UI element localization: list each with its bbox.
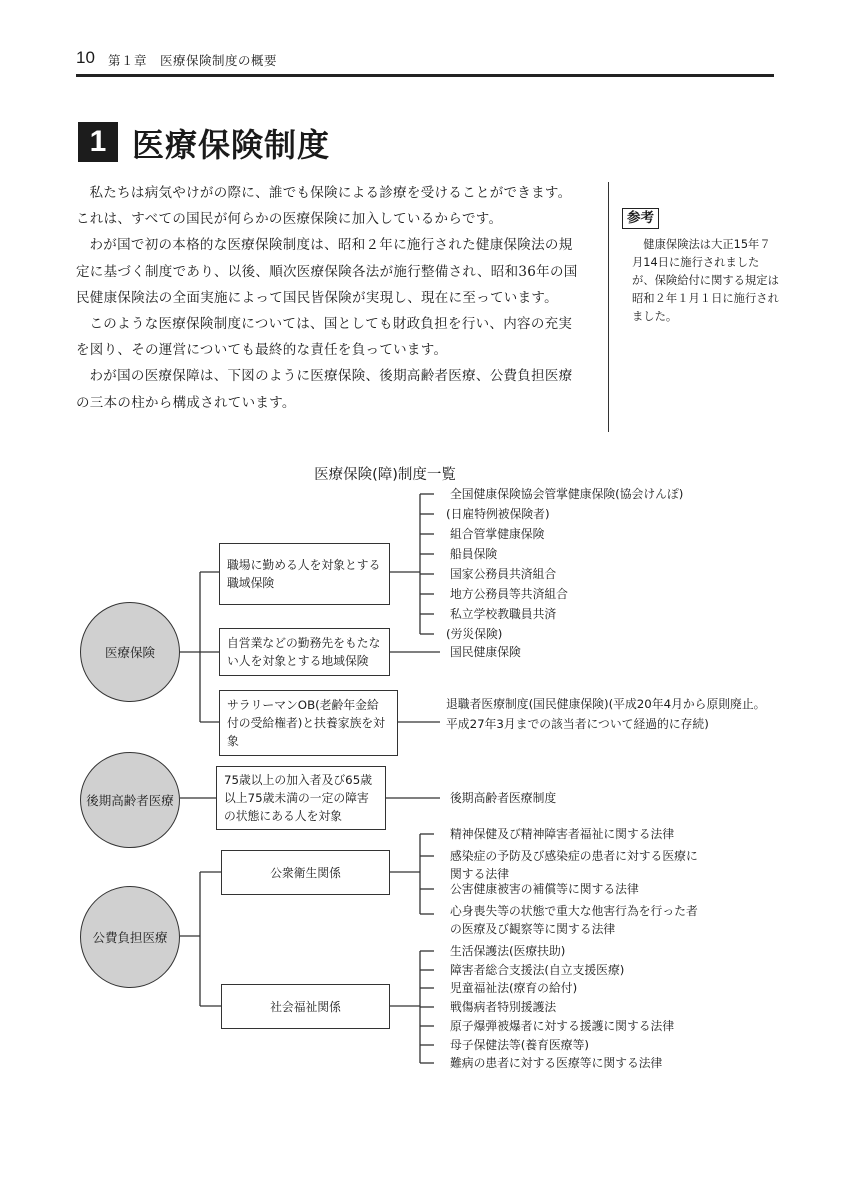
- leaf-item: 地方公務員等共済組合: [450, 587, 568, 601]
- box-regional-insurance: 自営業などの勤務先をもたない人を対象とする地域保険: [219, 628, 390, 676]
- leaf-item: 心身喪失等の状態で重大な他害行為を行った者の医療及び観察等に関する法律: [450, 904, 698, 936]
- leaf-item: 退職者医療制度(国民健康保険)(平成20年4月から原則廃止。平成27年3月までの該当者について経過的に存続): [446, 697, 766, 731]
- leaf-item: (日雇特例被保険者): [446, 507, 550, 521]
- leaf-item: 母子保健法等(養育医療等): [450, 1038, 589, 1052]
- box-social-welfare: 社会福祉関係: [221, 984, 390, 1029]
- section-number-badge: 1: [78, 122, 118, 162]
- leaf-item: (労災保険): [446, 627, 503, 641]
- paragraph-1: 私たちは病気やけがの際に、誰でも保険による診療を受けることができます。これは、すべての国民が何らかの医療保険に加入しているからです。: [76, 185, 572, 228]
- box-salaryman-ob: サラリーマンOB(老齢年金給付の受給権者)と扶養家族を対象: [219, 690, 398, 756]
- leaf-item: 戦傷病者特別援護法: [450, 1000, 557, 1014]
- leaf-item: 児童福祉法(療育の給付): [450, 981, 578, 995]
- page-number: 10: [76, 48, 95, 67]
- leaf-item: 後期高齢者医療制度: [450, 791, 557, 805]
- section-title: 医療保険制度: [132, 126, 331, 164]
- box-public-health: 公衆衛生関係: [221, 850, 390, 895]
- leaf-item: 原子爆弾被爆者に対する援護に関する法律: [450, 1019, 675, 1033]
- leaf-item: 障害者総合支援法(自立支援医療): [450, 963, 625, 977]
- diagram-title: 医療保険(障)制度一覧: [314, 467, 456, 483]
- leaf-item: 組合管掌健康保険: [450, 527, 545, 541]
- paragraph-4: わが国の医療保障は、下図のように医療保険、後期高齢者医療、公費負担医療の三本の柱から構成されています。: [76, 368, 573, 411]
- leaf-item: 難病の患者に対する医療等に関する法律: [450, 1056, 663, 1070]
- paragraph-3: このような医療保険制度については、国としても財政負担を行い、内容の充実を図り、その運営についても最終的な責任を負っています。: [76, 316, 573, 359]
- leaf-item: 公害健康被害の補償等に関する法律: [450, 882, 639, 896]
- leaf-item: 国民健康保険: [450, 645, 521, 659]
- leaf-item: 全国健康保険協会管掌健康保険(協会けんぽ): [450, 487, 684, 501]
- leaf-item: 船員保険: [450, 547, 498, 561]
- leaf-item: 精神保健及び精神障害者福祉に関する法律: [450, 827, 675, 841]
- chapter-title: 第１章 医療保険制度の概要: [108, 53, 278, 68]
- pillar-medical-insurance: 医療保険: [80, 602, 180, 702]
- leaf-item: 感染症の予防及び感染症の患者に対する医療に関する法律: [450, 849, 698, 881]
- leaf-item: 私立学校教職員共済: [450, 607, 557, 621]
- leaf-item: 国家公務員共済組合: [450, 567, 557, 581]
- box-occupational-insurance: 職場に勤める人を対象とする職域保険: [219, 543, 390, 605]
- paragraph-2: わが国で初の本格的な医療保険制度は、昭和２年に施行された健康保険法の規定に基づく制度であり、以後、順次医療保険各法が施行整備され、昭和36年の国民健康保険法の全面実施によって国民皆保険が実現し、現在に至っています。: [76, 237, 578, 306]
- box-late-elderly-target: 75歳以上の加入者及び65歳以上75歳未満の一定の障害の状態にある人を対象: [216, 766, 386, 830]
- leaf-item: 生活保護法(医療扶助): [450, 944, 566, 958]
- note-label: 参考: [622, 208, 659, 229]
- pillar-late-elderly-medical: 後期高齢者医療: [80, 752, 180, 848]
- pillar-public-expense-medical: 公費負担医療: [80, 886, 180, 988]
- note-text: 健康保険法は大正15年７月14日に施行されましたが、保険給付に関する規定は昭和２年１月１日に施行されました。: [632, 238, 779, 323]
